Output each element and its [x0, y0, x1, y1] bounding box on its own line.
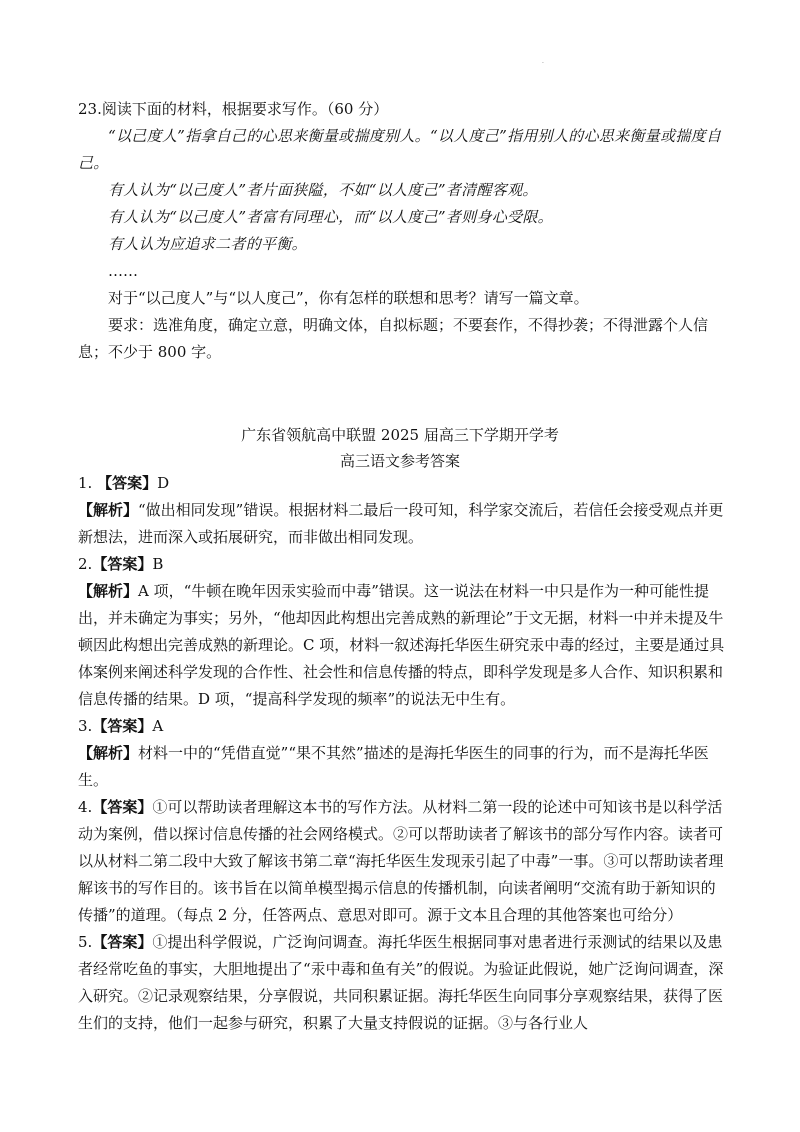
answer-key-title: 广东省领航高中联盟 2025 届高三下学期开学考	[241, 426, 559, 444]
answer-number: 1.	[78, 474, 93, 492]
answer-label: 【答案】	[92, 717, 153, 735]
material-view-1: 有人认为“以己度人”者片面狭隘，不如“以人度己”者清醒客观。	[108, 181, 538, 199]
answer-value: ①可以帮助读者理解这本书的写作方法。从材料二第一段的论述中可知该书是以科学活动为案例，借以探讨信息传播的社会网络模式。②可以帮助读者了解该书的部分写作内容。读者可以从材料二第二段中大致了解该书第二章“海托华医生发现汞引起了中毒”一事。③可以帮助读者理解该书的写作目的。该书旨在以简单模型揭示信息的传播机制，向读者阐明“交流有助于新知识的传播”的道理。（每点 2 分，任答两点、意思对即可。源于文本且合理的其他答案也可给分）	[78, 798, 724, 924]
answer-item	[78, 470, 728, 497]
answer-label: 【答案】	[92, 555, 153, 573]
answer-label: 【答案】	[92, 933, 153, 951]
answer-list	[78, 470, 728, 1037]
answer-key-subtitle: 高三语文参考答案	[339, 452, 460, 470]
material-ellipsis: ……	[108, 262, 138, 280]
writing-prompt: 对于“以己度人”与“以人度己”，你有怎样的联想和思考？请写一篇文章。	[108, 289, 589, 307]
analysis-text: “做出相同发现”错误。根据材料二最后一段可知，科学家交流后，若信任会接受观点并更新想法，进而深入或拓展研究，而非做出相同发现。	[78, 501, 724, 546]
analysis-label: 【解析】	[78, 744, 139, 762]
answer-item	[78, 929, 728, 1037]
answer-value: ①提出科学假说，广泛询问调查。海托华医生根据同事对患者进行汞测试的结果以及患者经常吃鱼的事实，大胆地提出了“汞中毒和鱼有关”的假说。为验证此假说，她广泛询问调查，深入研究。②记录观察结果，分享假说，共同积累证据。海托华医生向同事分享观察结果，获得了医生们的支持，他们一起参与研究，积累了大量支持假说的证据。③与各行业人	[78, 933, 724, 1032]
analysis-item	[78, 497, 728, 551]
analysis-label: 【解析】	[78, 501, 139, 519]
answer-label: 【答案】	[92, 798, 153, 816]
corner-mark: ·	[542, 60, 544, 67]
answer-number: 3.	[78, 717, 93, 735]
answer-value: B	[152, 555, 164, 573]
material-view-3: 有人认为应追求二者的平衡。	[108, 235, 307, 253]
writing-requirements: 要求：选准角度，确定立意，明确文体，自拟标题；不要套作，不得抄袭；不得泄露个人信息；不少于 800 字。	[78, 316, 709, 361]
material-view-2: 有人认为“以己度人”者富有同理心，而“以人度己”者则身心受限。	[108, 208, 553, 226]
material-definition: “以己度人”指拿自己的心思来衡量或揣度别人。“以人度己”指用别人的心思来衡量或揣度自己。	[78, 127, 722, 172]
answer-item	[78, 794, 728, 929]
analysis-item	[78, 740, 728, 794]
answer-value: A	[152, 717, 164, 735]
answer-item	[78, 713, 728, 740]
question-heading: 23.阅读下面的材料，根据要求写作。（60 分）	[78, 100, 389, 118]
answer-value: D	[157, 474, 170, 492]
answer-number: 2.	[78, 555, 93, 573]
question-23	[78, 96, 728, 366]
answer-number: 4.	[78, 798, 93, 816]
answer-number: 5.	[78, 933, 93, 951]
answer-label: 【答案】	[97, 474, 158, 492]
analysis-text: A 项，“牛顿在晚年因汞实验而中毒”错误。这一说法在材料一中只是作为一种可能性提出，并未确定为事实；另外，“他却因此构想出完善成熟的新理论”于文无据，材料一中并未提及牛顿因此构想出完善成熟的新理论。C 项，材料一叙述海托华医生研究汞中毒的经过，主要是通过具体案例来阐述科学发现的合作性、社会性和信息传播的特点，即科学发现是多人合作、知识积累和信息传播的结果。D 项，“提高科学发现的频率”的说法无中生有。	[78, 582, 725, 708]
answer-item	[78, 551, 728, 578]
analysis-text: 材料一中的“凭借直觉”“果不其然”描述的是海托华医生的同事的行为，而不是海托华医生。	[78, 744, 709, 789]
analysis-label: 【解析】	[78, 582, 139, 600]
analysis-item	[78, 578, 728, 713]
